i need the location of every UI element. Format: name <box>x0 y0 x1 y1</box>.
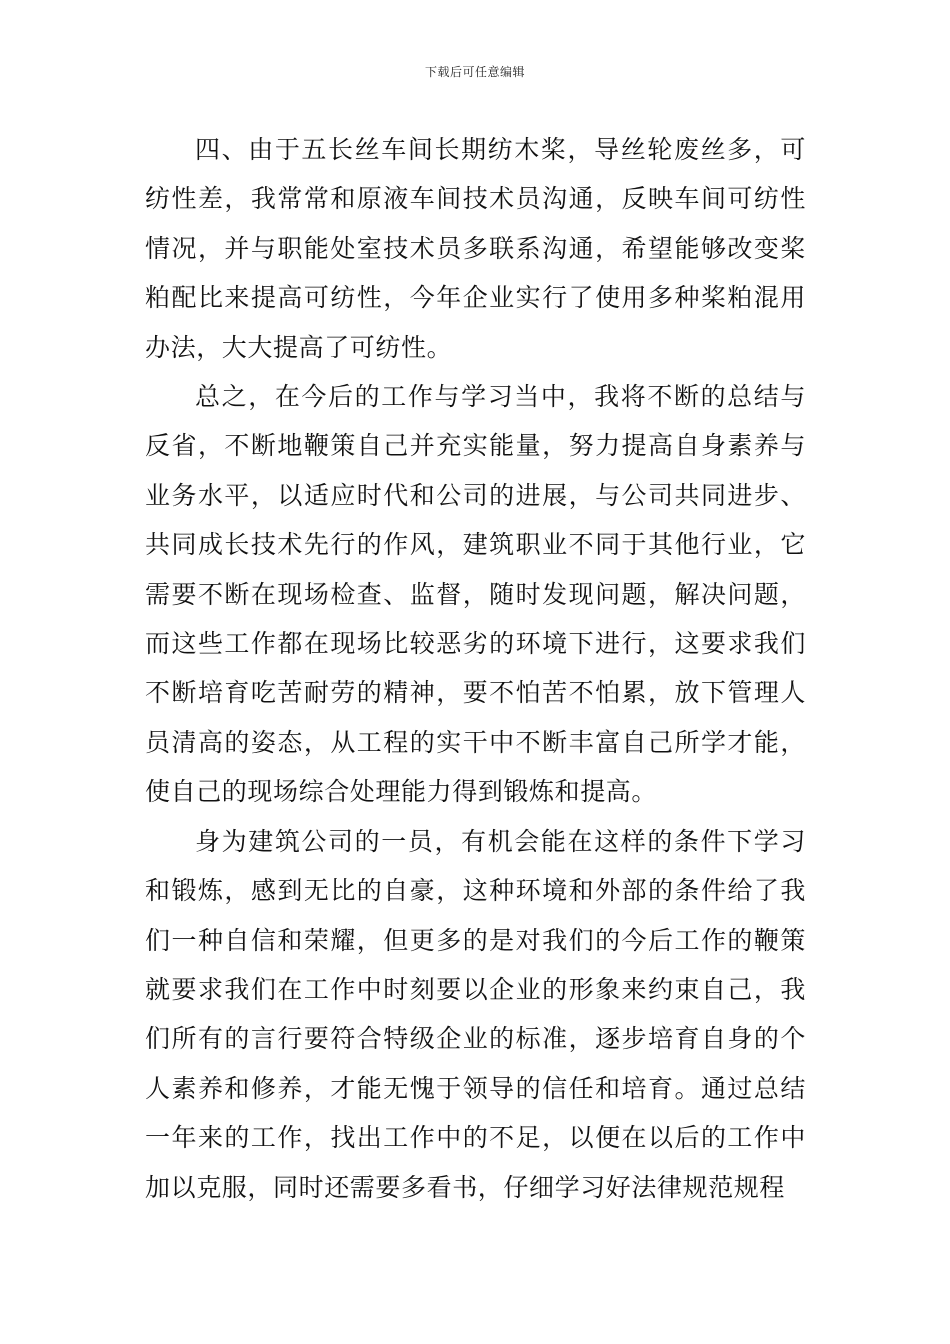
paragraph-2: 总之，在今后的工作与学习当中，我将不断的总结与反省，不断地鞭策自己并充实能量，努力提高自身素养与业务水平，以适应时代和公司的进展，与公司共同进步、共同成长技术先行的作风，建筑职业不同于其他行业，它需要不断在现场检查、监督，随时发现问题，解决问题，而这些工作都在现场比较恶劣的环境下进行，这要求我们不断培育吃苦耐劳的精神，要不怕苦不怕累，放下管理人员清高的姿态，从工程的实干中不断丰富自己所学才能，使自己的现场综合处理能力得到锻炼和提高。 <box>145 382 806 807</box>
paragraph-1: 四、由于五长丝车间长期纺木桨，导丝轮废丝多，可纺性差，我常常和原液车间技术员沟通，反映车间可纺性情况，并与职能处室技术员多联系沟通，希望能够改变桨粕配比来提高可纺性，今年企业实行了使用多种桨粕混用办法，大大提高了可纺性。 <box>145 135 806 362</box>
paragraph-3: 身为建筑公司的一员，有机会能在这样的条件下学习和锻炼，感到无比的自豪，这种环境和外部的条件给了我们一种自信和荣耀，但更多的是对我们的今后工作的鞭策就要求我们在工作中时刻要以企业的形象来约束自己，我们所有的言行要符合特级企业的标准，逐步培育自身的个人素养和修养，才能无愧于领导的信任和培育。通过总结一年来的工作，找出工作中的不足，以便在以后的工作中加以克服，同时还需要多看书，仔细学习好法律规范规程 <box>145 826 806 1202</box>
document-body <box>145 125 806 1212</box>
header-note: 下载后可任意编辑 <box>424 65 525 79</box>
